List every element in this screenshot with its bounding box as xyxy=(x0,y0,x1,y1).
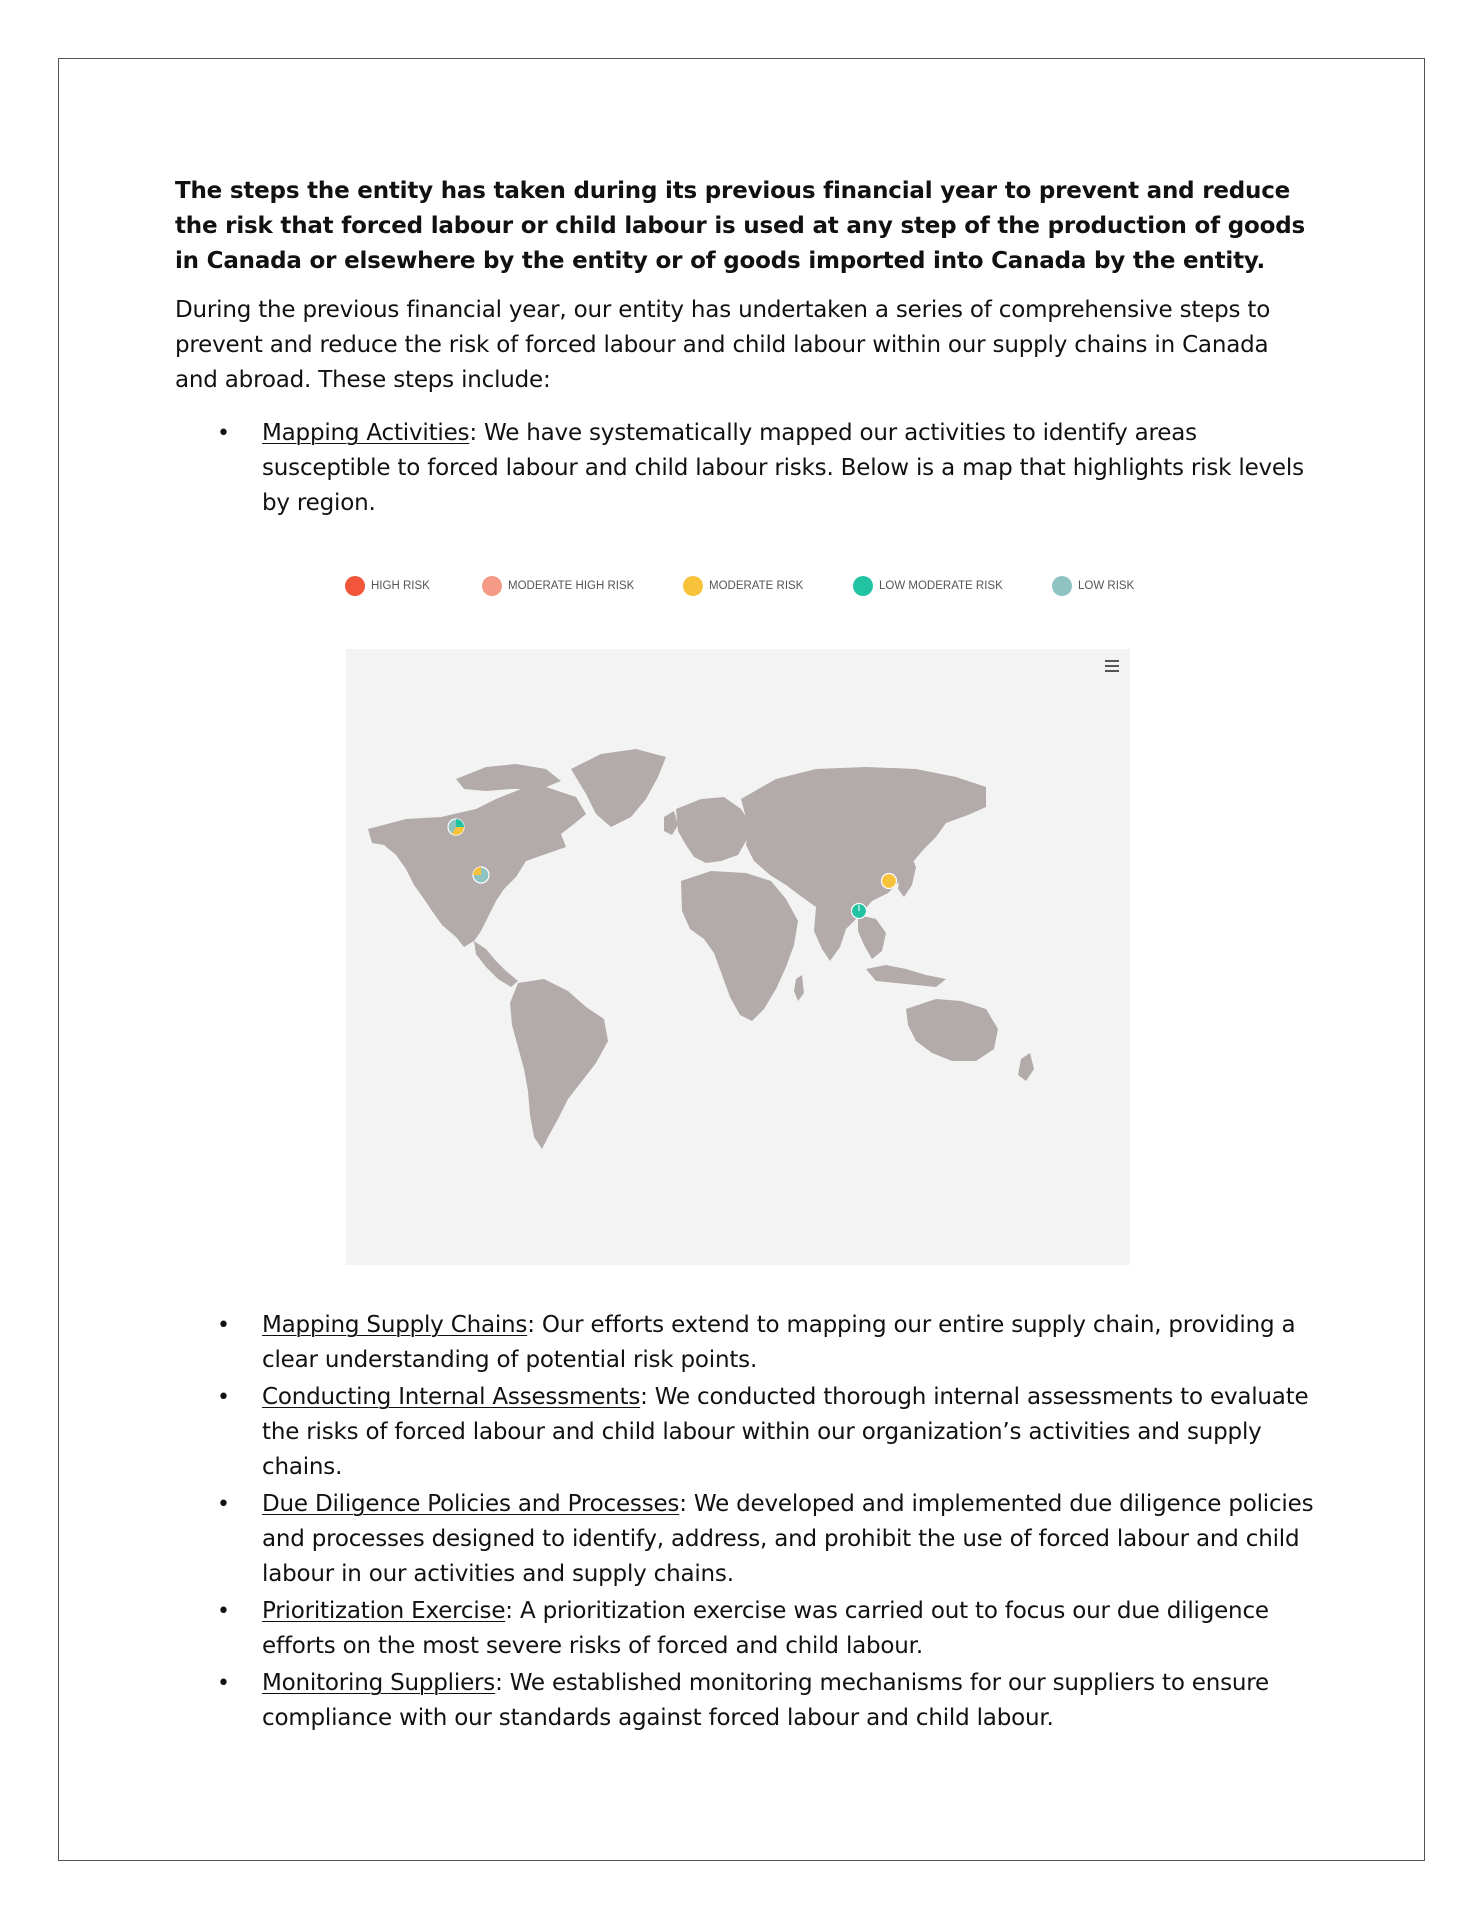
legend-label: MODERATE HIGH RISK xyxy=(508,580,635,592)
map-legend xyxy=(345,574,1135,598)
australia-shape xyxy=(906,999,998,1061)
list-item xyxy=(175,1308,1315,1378)
legend-label: LOW RISK xyxy=(1078,580,1135,592)
steps-continued xyxy=(175,1308,1315,1738)
legend-item-high-risk xyxy=(345,574,430,598)
legend-dot xyxy=(853,576,873,596)
list-item xyxy=(175,1487,1315,1592)
step-title: Conducting Internal Assessments xyxy=(262,1384,641,1410)
step-text: : We established monitoring mechanisms for our suppliers to ensure compliance with our standards against forced labour and child labour. xyxy=(262,1670,1269,1731)
legend-item-low-moderate-risk xyxy=(853,574,1003,598)
bullet-icon: • xyxy=(217,1385,230,1410)
africa-shape xyxy=(681,871,798,1021)
section-heading: The steps the entity has taken during its previous financial year to prevent and reduce the risk that forced labour or child labour is used at any step of the production of goods in Canada or elsewhere by the entity or of goods imported into Canada by the entity. xyxy=(175,178,1305,274)
bullet-icon: • xyxy=(217,1313,230,1338)
legend-dot xyxy=(482,576,502,596)
marker-japan[interactable] xyxy=(882,874,897,889)
list-item xyxy=(175,416,1315,521)
step-text: : Our efforts extend to mapping our entire supply chain, providing a clear understanding of potential risk points. xyxy=(262,1312,1296,1373)
legend-item-moderate-risk xyxy=(683,574,803,598)
legend-item-moderate-high-risk xyxy=(482,574,634,598)
step-text: : A prioritization exercise was carried out to focus our due diligence efforts on the most severe risks of forced and child labour. xyxy=(262,1598,1269,1659)
legend-dot xyxy=(1052,576,1072,596)
new-zealand-shape xyxy=(1018,1053,1034,1081)
legend-dot xyxy=(683,576,703,596)
uk-shape xyxy=(664,811,678,835)
list-item xyxy=(175,1380,1315,1485)
steps-list-continued xyxy=(175,1308,1315,1736)
list-item xyxy=(175,1594,1315,1664)
bullet-icon: • xyxy=(217,1492,230,1517)
legend-item-low-risk xyxy=(1052,574,1134,598)
madagascar-shape xyxy=(794,975,804,1001)
step-title: Due Diligence Policies and Processes xyxy=(262,1491,680,1517)
step-text: : We developed and implemented due diligence policies and processes designed to identify, address, and prohibit the use of forced labour and child labour in our activities and supply chains. xyxy=(262,1491,1314,1587)
marker-western-canada[interactable] xyxy=(448,819,464,835)
europe-shape xyxy=(676,797,751,863)
bullet-icon: • xyxy=(217,421,230,446)
south-america-shape xyxy=(510,979,608,1149)
southeast-asia-shape xyxy=(858,915,886,959)
world-map-svg xyxy=(346,649,1130,1265)
step-title: Monitoring Suppliers xyxy=(262,1670,496,1696)
legend-label: LOW MODERATE RISK xyxy=(879,580,1003,592)
legend-label: HIGH RISK xyxy=(371,580,430,592)
indonesia-shape xyxy=(866,965,946,987)
step-text: : We have systematically mapped our activities to identify areas susceptible to forced labour and child labour risks. Below is a map that highlights risk levels by region. xyxy=(262,420,1304,516)
marker-southeast-china[interactable] xyxy=(852,904,867,919)
bullet-icon: • xyxy=(217,1671,230,1696)
intro-paragraph: During the previous financial year, our entity has undertaken a series of comprehensive steps to prevent and reduce the risk of forced labour and child labour within our supply chains in Canada and abroad. These steps include: xyxy=(175,297,1271,393)
legend-dot xyxy=(345,576,365,596)
document-body xyxy=(175,174,1315,523)
step-text: : We conducted thorough internal assessments to evaluate the risks of forced labour and child labour within our organization’s activities and supply chains. xyxy=(262,1384,1309,1480)
legend-label: MODERATE RISK xyxy=(709,580,804,592)
greenland-shape xyxy=(571,749,666,827)
central-america-shape xyxy=(474,941,518,987)
world-risk-map[interactable] xyxy=(346,649,1130,1265)
bullet-icon: • xyxy=(217,1599,230,1624)
arctic-islands-shape xyxy=(456,764,561,791)
north-america-shape xyxy=(368,787,586,947)
steps-list xyxy=(175,416,1315,521)
step-title: Mapping Supply Chains xyxy=(262,1312,528,1338)
step-title: Mapping Activities xyxy=(262,420,470,446)
list-item xyxy=(175,1666,1315,1736)
marker-central-us[interactable] xyxy=(473,867,489,883)
land-masses xyxy=(368,749,1034,1149)
step-title: Prioritization Exercise xyxy=(262,1598,506,1624)
